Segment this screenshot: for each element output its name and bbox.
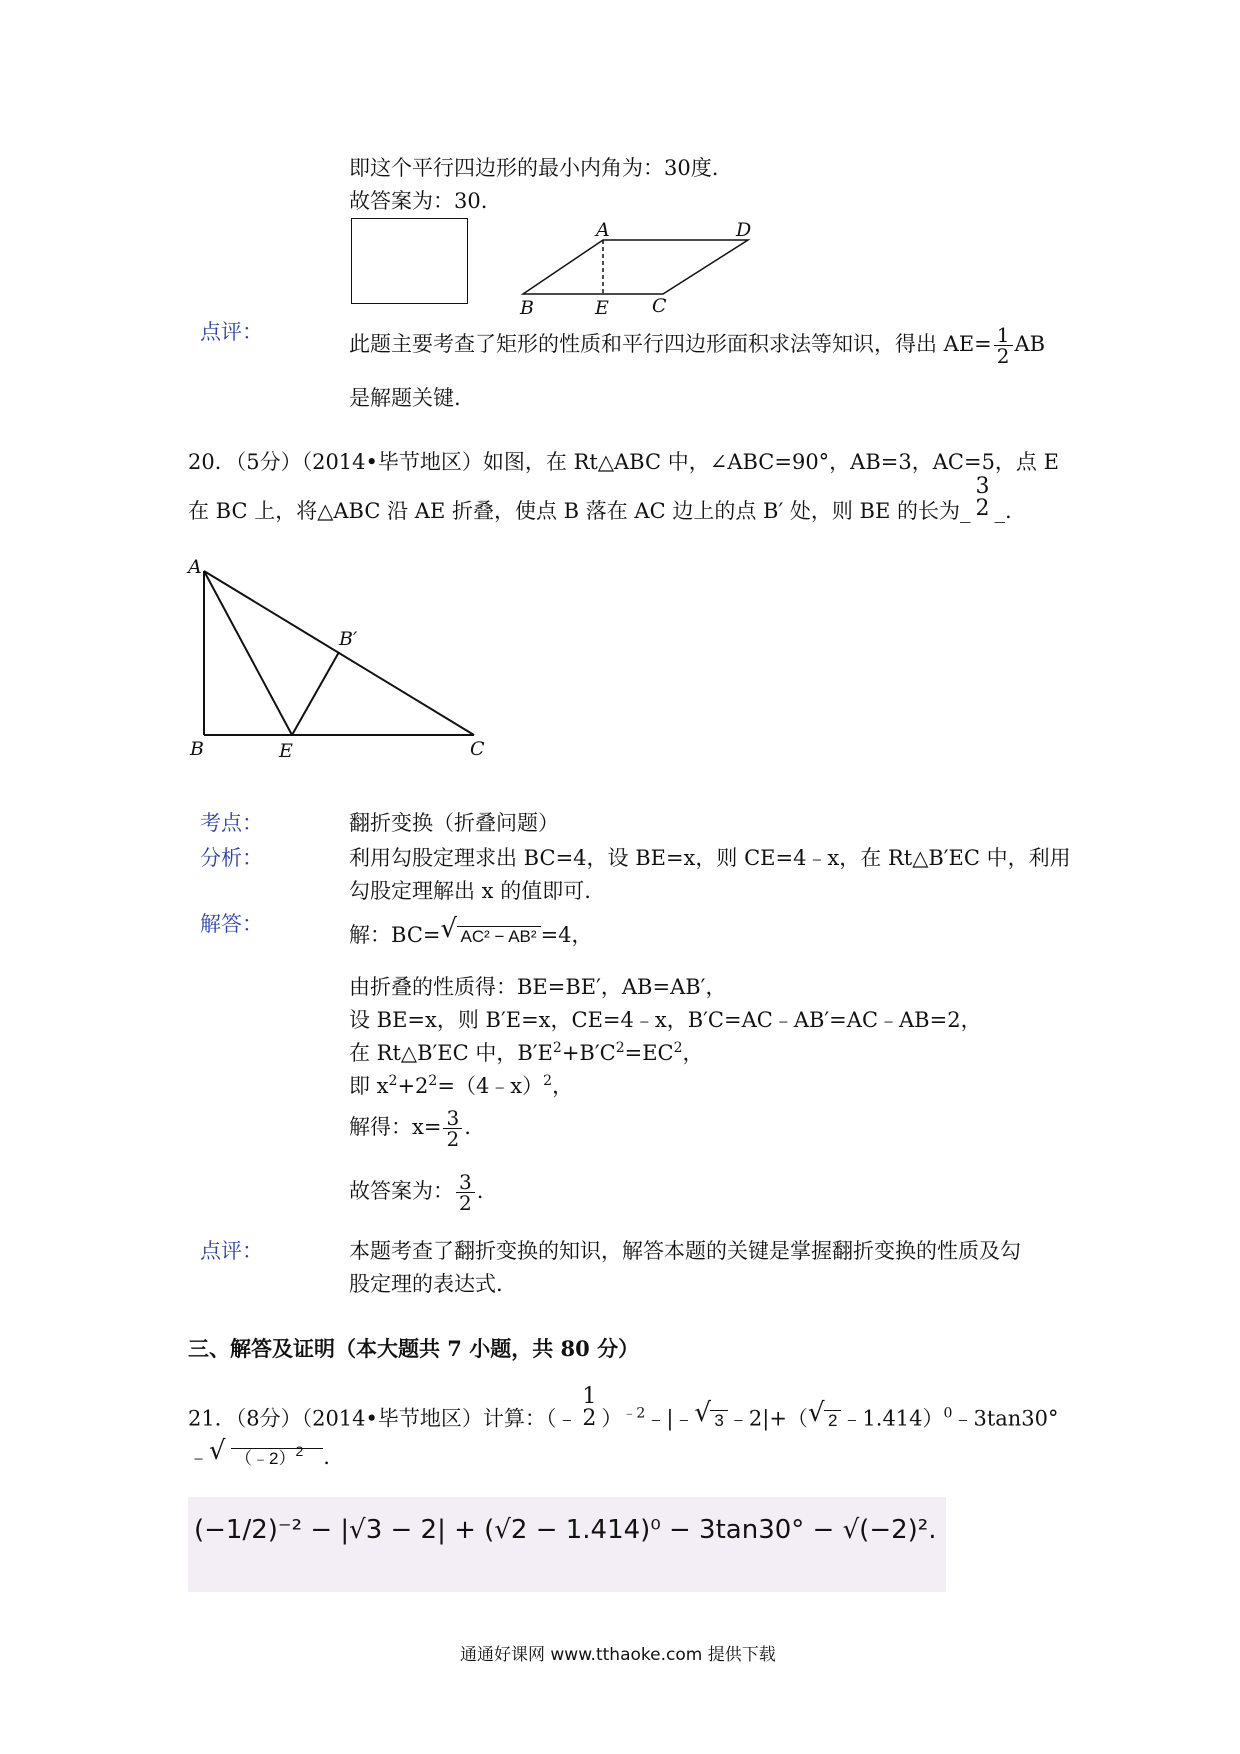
sqrt-2: √ 2: [808, 1404, 841, 1436]
label-A: A: [188, 556, 202, 578]
rectangle-figure: [351, 218, 468, 304]
q21-stem-line1: 21．（8分）（2014•毕节地区）计算：（﹣ 1 2 ）$^{﹣2}$﹣|﹣ √ 3 ﹣2|+（ √ 2 ﹣1.414）$^0$﹣3tan30°: [188, 1398, 1059, 1442]
q21-stem-line2: ﹣ √ （﹣2）$^2$ .: [188, 1442, 330, 1474]
page-footer: 通通好课网 www.tthaoke.com 提供下载: [460, 1645, 776, 1665]
fenxi-line2: 勾股定理解出 x 的值即可.: [349, 879, 591, 903]
q19-comment-label: 点评：: [200, 320, 263, 344]
q19-comment: [349, 325, 1045, 366]
sqrt-neg-two-squared: √ （﹣2）$^2$: [209, 1442, 323, 1474]
triangle-fold-figure: [184, 555, 494, 760]
label-B: B: [520, 297, 534, 318]
label-E: E: [595, 297, 609, 318]
fraction-one-half: $\frac{1}{2}$: [994, 325, 1013, 366]
sqrt-expression: √ AC² − AB²: [441, 920, 541, 952]
label-E: E: [279, 740, 293, 760]
solution-line4: 在 Rt△B′EC 中，$B'E^2+B'C^2=EC^2$，: [349, 1040, 704, 1065]
label-C: C: [652, 295, 667, 317]
q20-stem-line1: 20．（5分）（2014•毕节地区）如图，在 Rt△ABC 中，∠ABC=90°，AB=3，AC=5，点 E: [188, 450, 1059, 474]
label-D: D: [736, 219, 752, 241]
sqrt-3: √ 3: [694, 1404, 727, 1436]
q19-comment-line2: 是解题关键.: [349, 386, 461, 410]
parallelogram-shape: [523, 240, 748, 294]
solution-line1: 解：BC= √ AC² − AB² =4，: [349, 920, 593, 952]
solution-line2: 由折叠的性质得：BE=BE′，AB=AB′，: [349, 975, 727, 999]
solution-line5: 即 $x^2+2^2=(4﹣x)^2$，: [349, 1073, 574, 1098]
label-A: A: [596, 219, 610, 241]
label-B: B: [190, 738, 204, 760]
q19-comment-post: AB: [1014, 332, 1046, 356]
dianping-label: 点评：: [200, 1239, 263, 1263]
dianping-line2: 股定理的表达式.: [349, 1272, 503, 1296]
jieda-label: 解答：: [200, 912, 263, 936]
solution-line6: 解得：x= $\frac{3}{2}$ .: [349, 1106, 471, 1151]
q19-line2: 故答案为：30.: [349, 189, 488, 213]
scanned-expression: (−1/2)⁻² − |√3 − 2| + (√2 − 1.414)⁰ − 3tan30° − √(−2)².: [194, 1515, 937, 1545]
label-C: C: [470, 738, 485, 760]
dianping-line1: 本题考查了翻折变换的知识，解答本题的关键是掌握翻折变换的性质及勾: [349, 1239, 1021, 1263]
q20-stem-line2: [188, 474, 1012, 526]
label-B-prime: B′: [339, 628, 358, 650]
solution-line3: 设 BE=x，则 B′E=x，CE=4﹣x，B′C=AC﹣AB′=AC﹣AB=2，: [349, 1008, 982, 1032]
kaodian-label: 考点：: [200, 811, 263, 835]
kaodian-text: 翻折变换（折叠问题）: [349, 811, 559, 835]
q20-stem-post: _.: [994, 499, 1012, 523]
fraction-one-half: 1 2: [582, 1384, 597, 1431]
q19-line1: 即这个平行四边形的最小内角为：30度.: [349, 156, 719, 180]
scanned-expression-image: [188, 1497, 946, 1592]
q19-comment-text: 此题主要考查了矩形的性质和平行四边形面积求法等知识，得出 AE=: [349, 332, 992, 356]
section-heading: 三、解答及证明（本大题共 7 小题，共 80 分）: [188, 1336, 640, 1361]
answer-fraction: 3 2: [975, 474, 990, 521]
fenxi-label: 分析：: [200, 846, 263, 870]
fraction-three-halves: $\frac{3}{2}$: [443, 1108, 462, 1149]
solution-line7: 故答案为： $\frac{3}{2}$ .: [349, 1170, 484, 1215]
fraction-three-halves: $\frac{3}{2}$: [456, 1172, 475, 1213]
fenxi-line1: 利用勾股定理求出 BC=4，设 BE=x，则 CE=4﹣x，在 Rt△B′EC 中，利用: [349, 846, 1071, 870]
parallelogram-figure: [508, 218, 778, 318]
q20-stem-text: 在 BC 上，将△ABC 沿 AE 折叠，使点 B 落在 AC 边上的点 B′ 处，则 BE 的长为_: [188, 499, 971, 523]
